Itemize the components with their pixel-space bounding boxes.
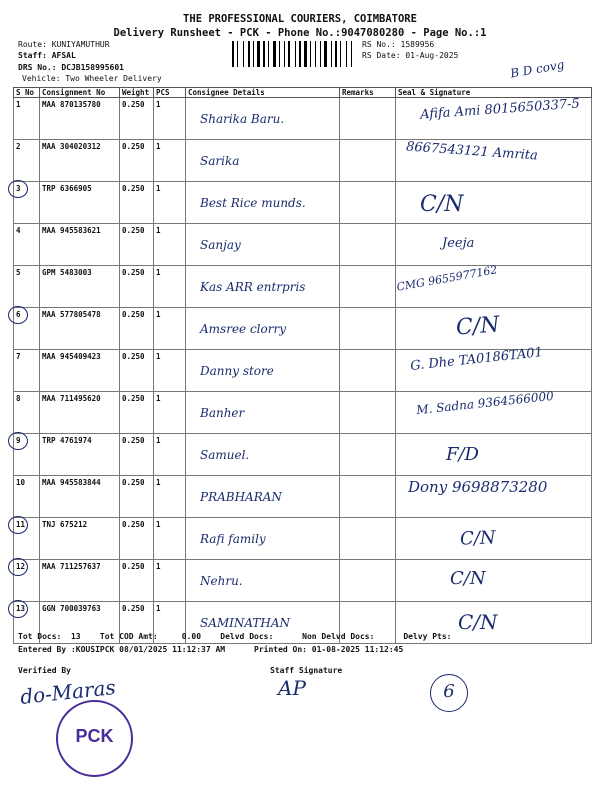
barcode bbox=[232, 41, 356, 67]
seal-handwriting: Jeeja bbox=[442, 236, 475, 251]
consignee-handwriting: Sarika bbox=[200, 154, 240, 168]
seal-handwriting: F/D bbox=[446, 444, 479, 465]
sno-cell: 4 bbox=[14, 224, 40, 266]
col-consignee: Consignee Details bbox=[186, 88, 340, 98]
barcode-bar bbox=[255, 41, 256, 67]
col-pcs: PCS bbox=[154, 88, 186, 98]
pcs-cell: 1 bbox=[154, 308, 186, 350]
remarks-cell bbox=[340, 518, 396, 560]
sno-circle-mark bbox=[8, 516, 28, 534]
col-seal: Seal & Signature bbox=[396, 88, 592, 98]
sno-cell: 12 bbox=[14, 560, 40, 602]
consignee-handwriting: SAMINATHAN bbox=[200, 616, 291, 630]
table-row bbox=[14, 560, 592, 602]
company-name: THE PROFESSIONAL COURIERS, COIMBATORE bbox=[183, 13, 417, 25]
sno-cell: 8 bbox=[14, 392, 40, 434]
sno-circle-mark bbox=[8, 306, 28, 324]
pcs-cell: 1 bbox=[154, 98, 186, 140]
barcode-bar bbox=[286, 41, 287, 67]
consignee-cell bbox=[186, 392, 340, 434]
consignee-cell bbox=[186, 182, 340, 224]
barcode-bar bbox=[342, 41, 345, 67]
consignee-handwriting: Amsree clorry bbox=[200, 322, 286, 336]
consignee-cell bbox=[186, 308, 340, 350]
drs-no: DRS No.: DCJB158995601 bbox=[18, 63, 124, 72]
barcode-bar bbox=[235, 41, 236, 67]
staff-signature: AP bbox=[278, 676, 306, 700]
barcode-bar bbox=[348, 41, 350, 67]
pcs-cell: 1 bbox=[154, 350, 186, 392]
barcode-bar bbox=[335, 41, 337, 67]
barcode-bar bbox=[320, 41, 321, 67]
remarks-cell bbox=[340, 98, 396, 140]
seal-cell bbox=[396, 182, 592, 224]
table-header-row bbox=[14, 88, 592, 98]
barcode-bar bbox=[308, 41, 309, 67]
consignee-cell bbox=[186, 350, 340, 392]
staff-signature-label: Staff Signature bbox=[270, 666, 343, 675]
consignment-cell: MAA 945583844 bbox=[40, 476, 120, 518]
barcode-bar bbox=[263, 41, 265, 67]
pcs-cell: 1 bbox=[154, 392, 186, 434]
runsheet-title: Delivery Runsheet - PCK - Phone No.:9047080280 - Page No.:1 bbox=[113, 27, 487, 39]
seal-cell bbox=[396, 388, 592, 434]
verified-by-label: Verified By bbox=[18, 666, 71, 675]
consignment-cell: TNJ 675212 bbox=[40, 518, 120, 560]
table-row bbox=[14, 392, 592, 434]
vehicle: Vehicle: Two Wheeler Delivery bbox=[22, 74, 162, 83]
weight-cell: 0.250 bbox=[120, 308, 154, 350]
consignee-cell bbox=[186, 224, 340, 266]
table-row bbox=[14, 182, 592, 224]
sno-circle-mark bbox=[8, 558, 28, 576]
consignment-cell: TRP 4761974 bbox=[40, 434, 120, 476]
pcs-cell: 1 bbox=[154, 140, 186, 182]
seal-cell bbox=[396, 98, 592, 140]
sno-cell: 1 bbox=[14, 98, 40, 140]
table-row bbox=[14, 434, 592, 476]
col-weight: Weight bbox=[120, 88, 154, 98]
consignment-cell: MAA 945583621 bbox=[40, 224, 120, 266]
barcode-bar bbox=[338, 41, 339, 67]
sno-cell: 13 bbox=[14, 602, 40, 644]
barcode-bar bbox=[315, 41, 316, 67]
pcs-cell: 1 bbox=[154, 224, 186, 266]
barcode-bar bbox=[312, 41, 314, 67]
circled-count-text: 6 bbox=[443, 681, 455, 702]
weight-cell: 0.250 bbox=[120, 98, 154, 140]
barcode-bar bbox=[322, 41, 323, 67]
sno-cell: 5 bbox=[14, 266, 40, 308]
consignee-handwriting: Sanjay bbox=[200, 238, 241, 252]
consignee-handwriting: Banher bbox=[200, 406, 245, 420]
sno-circle-mark bbox=[8, 432, 28, 450]
table-row bbox=[14, 518, 592, 560]
barcode-bar bbox=[317, 41, 319, 67]
barcode-bar bbox=[251, 41, 252, 67]
table-row bbox=[14, 224, 592, 266]
sno-cell: 10 bbox=[14, 476, 40, 518]
header-annotation: B D covg bbox=[509, 57, 566, 81]
weight-cell: 0.250 bbox=[120, 266, 154, 308]
remarks-cell bbox=[340, 266, 396, 308]
consignee-handwriting: PRABHARAN bbox=[200, 490, 282, 504]
barcode-bar bbox=[253, 41, 254, 67]
seal-cell bbox=[395, 263, 592, 308]
seal-handwriting: CMG 9655977162 bbox=[395, 263, 499, 294]
barcode-bar bbox=[243, 41, 244, 67]
barcode-bar bbox=[291, 41, 294, 67]
consignment-cell: MAA 870135780 bbox=[40, 98, 120, 140]
consignee-cell bbox=[186, 266, 340, 308]
remarks-cell bbox=[340, 224, 396, 266]
seal-cell bbox=[396, 308, 592, 350]
sno-cell: 3 bbox=[14, 182, 40, 224]
seal-handwriting: C/N bbox=[458, 610, 498, 634]
barcode-bar bbox=[351, 41, 352, 67]
weight-cell: 0.250 bbox=[120, 392, 154, 434]
barcode-bar bbox=[268, 41, 269, 67]
consignee-handwriting: Sharika Baru. bbox=[200, 112, 285, 126]
barcode-bar bbox=[273, 41, 276, 67]
seal-cell bbox=[396, 434, 592, 476]
barcode-bar bbox=[245, 41, 247, 67]
barcode-bar bbox=[299, 41, 301, 67]
weight-cell: 0.250 bbox=[120, 140, 154, 182]
barcode-bar bbox=[266, 41, 267, 67]
consignment-cell: MAA 304020312 bbox=[40, 140, 120, 182]
sno-cell: 2 bbox=[14, 140, 40, 182]
table-row bbox=[14, 266, 592, 308]
pcs-cell: 1 bbox=[154, 434, 186, 476]
remarks-cell bbox=[340, 350, 396, 392]
seal-cell bbox=[396, 560, 592, 602]
seal-handwriting: C/N bbox=[420, 192, 464, 217]
weight-cell: 0.250 bbox=[120, 476, 154, 518]
sno-cell: 7 bbox=[14, 350, 40, 392]
sno-circle-mark bbox=[8, 180, 28, 198]
consignee-cell bbox=[186, 518, 340, 560]
table-row bbox=[14, 98, 592, 140]
barcode-bar bbox=[353, 41, 354, 67]
staff: Staff: AFSAL bbox=[18, 51, 76, 60]
consignment-cell: GPM 5483003 bbox=[40, 266, 120, 308]
pcs-cell: 1 bbox=[154, 560, 186, 602]
barcode-bar bbox=[288, 41, 290, 67]
barcode-bar bbox=[284, 41, 285, 67]
barcode-bar bbox=[261, 41, 262, 67]
barcode-bar bbox=[277, 41, 278, 67]
weight-cell: 0.250 bbox=[120, 518, 154, 560]
seal-cell bbox=[396, 224, 592, 266]
barcode-bar bbox=[281, 41, 283, 67]
seal-handwriting: 8667543121 Amrita bbox=[405, 139, 539, 164]
consignee-handwriting: Samuel. bbox=[200, 448, 250, 462]
weight-cell: 0.250 bbox=[120, 182, 154, 224]
consignee-cell bbox=[186, 98, 340, 140]
seal-cell bbox=[396, 345, 592, 392]
pck-stamp bbox=[56, 700, 133, 777]
weight-cell: 0.250 bbox=[120, 560, 154, 602]
sno-cell: 11 bbox=[14, 518, 40, 560]
totals-line: Tot Docs: 13 Tot COD Amt: 0.00 Delvd Docs: Non Delvd Docs: Delvy Pts: bbox=[18, 632, 452, 641]
seal-handwriting: C/N bbox=[455, 312, 501, 341]
consignment-cell: MAA 711257637 bbox=[40, 560, 120, 602]
consignment-cell: TRP 6366905 bbox=[40, 182, 120, 224]
consignee-handwriting: Rafi family bbox=[200, 532, 266, 546]
barcode-bar bbox=[295, 41, 296, 67]
barcode-bar bbox=[310, 41, 311, 67]
remarks-cell bbox=[340, 392, 396, 434]
seal-handwriting: Afifa Ami 8015650337-5 bbox=[419, 96, 581, 123]
barcode-bar bbox=[331, 41, 332, 67]
barcode-bar bbox=[279, 41, 280, 67]
remarks-cell bbox=[340, 434, 396, 476]
seal-handwriting: Dony 9698873280 bbox=[408, 478, 548, 496]
pcs-cell: 1 bbox=[154, 476, 186, 518]
col-consignment: Consignment No bbox=[40, 88, 120, 98]
consignment-cell: MAA 711495620 bbox=[40, 392, 120, 434]
pcs-cell: 1 bbox=[154, 602, 186, 644]
barcode-bar bbox=[333, 41, 334, 67]
pcs-cell: 1 bbox=[154, 182, 186, 224]
pcs-cell: 1 bbox=[154, 518, 186, 560]
weight-cell: 0.250 bbox=[120, 602, 154, 644]
remarks-cell bbox=[340, 560, 396, 602]
weight-cell: 0.250 bbox=[120, 350, 154, 392]
sno-circle-mark bbox=[8, 600, 28, 618]
barcode-bar bbox=[297, 41, 298, 67]
seal-cell bbox=[396, 518, 592, 560]
weight-cell: 0.250 bbox=[120, 224, 154, 266]
seal-handwriting: C/N bbox=[459, 527, 496, 550]
rs-no: RS No.: 1589956 bbox=[362, 40, 435, 49]
table-row bbox=[14, 476, 592, 518]
col-sno: S No bbox=[14, 88, 40, 98]
seal-cell bbox=[396, 140, 592, 182]
consignee-cell bbox=[186, 140, 340, 182]
consignment-cell: MAA 577805478 bbox=[40, 308, 120, 350]
remarks-cell bbox=[340, 308, 396, 350]
consignee-cell bbox=[186, 434, 340, 476]
verified-signature: do-Maras bbox=[19, 675, 117, 709]
barcode-bar bbox=[346, 41, 347, 67]
seal-handwriting: G. Dhe TA0186TA01 bbox=[409, 345, 544, 374]
rs-date: RS Date: 01-Aug-2025 bbox=[362, 51, 459, 60]
runsheet-table bbox=[13, 87, 592, 644]
remarks-cell bbox=[340, 140, 396, 182]
consignee-cell bbox=[186, 560, 340, 602]
remarks-cell bbox=[340, 476, 396, 518]
table-row bbox=[14, 350, 592, 392]
route: Route: KUNIYAMUTHUR bbox=[18, 40, 110, 49]
barcode-bar bbox=[248, 41, 250, 67]
seal-cell bbox=[396, 476, 592, 518]
consignment-cell: GGN 700039763 bbox=[40, 602, 120, 644]
sno-cell: 6 bbox=[14, 308, 40, 350]
barcode-bar bbox=[324, 41, 327, 67]
barcode-bar bbox=[239, 41, 242, 67]
entered-line: Entered By :KOUSIPCK 08/01/2025 11:12:37 AM Printed On: 01-08-2025 11:12:45 bbox=[18, 645, 404, 654]
barcode-bar bbox=[328, 41, 330, 67]
sno-cell: 9 bbox=[14, 434, 40, 476]
barcode-bar bbox=[232, 41, 234, 67]
consignee-handwriting: Danny store bbox=[200, 364, 274, 378]
seal-handwriting: M. Sadna 9364566000 bbox=[415, 388, 555, 418]
consignee-cell bbox=[186, 476, 340, 518]
consignee-handwriting: Nehru. bbox=[200, 574, 243, 588]
barcode-bar bbox=[302, 41, 303, 67]
barcode-bar bbox=[237, 41, 238, 67]
pcs-cell: 1 bbox=[154, 266, 186, 308]
barcode-bar bbox=[257, 41, 260, 67]
consignee-handwriting: Best Rice munds. bbox=[200, 196, 306, 210]
consignment-cell: MAA 945409423 bbox=[40, 350, 120, 392]
seal-handwriting: C/N bbox=[450, 568, 486, 589]
barcode-bar bbox=[270, 41, 272, 67]
col-remarks: Remarks bbox=[340, 88, 396, 98]
stamp-text: PCK bbox=[75, 726, 114, 746]
table-row bbox=[14, 308, 592, 350]
weight-cell: 0.250 bbox=[120, 434, 154, 476]
remarks-cell bbox=[340, 182, 396, 224]
table-row bbox=[14, 140, 592, 182]
circled-count bbox=[430, 674, 468, 712]
barcode-bar bbox=[340, 41, 341, 67]
consignee-handwriting: Kas ARR entrpris bbox=[200, 280, 306, 294]
barcode-bar bbox=[304, 41, 307, 67]
